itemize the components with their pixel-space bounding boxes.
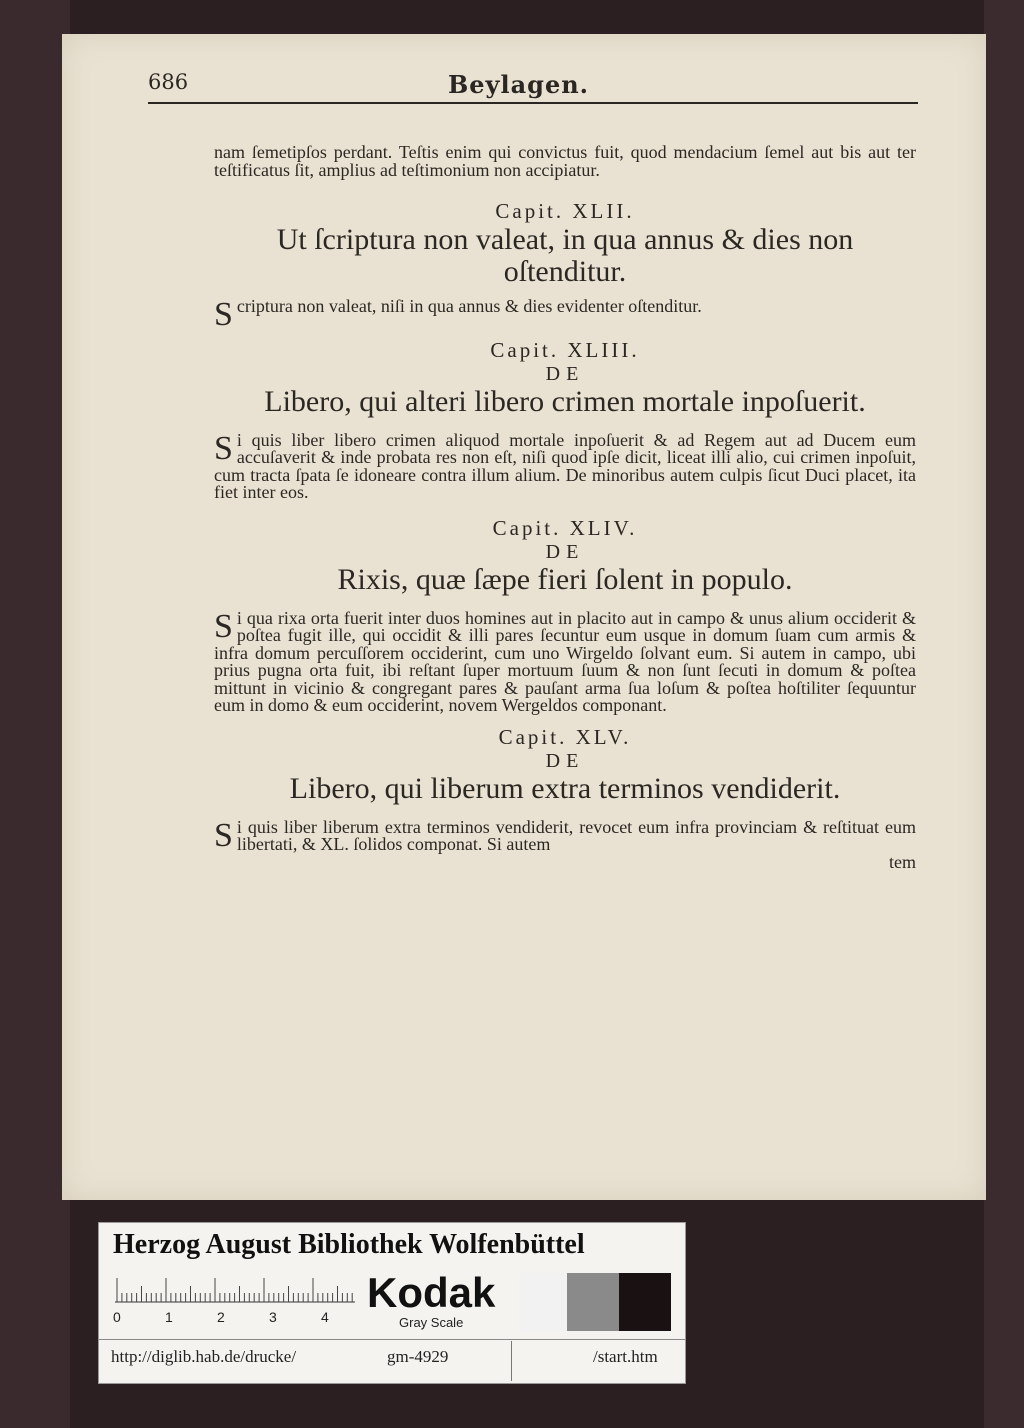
initial-letter: S [214, 607, 233, 645]
strip-divider [99, 1339, 685, 1340]
gray-patch [567, 1273, 619, 1331]
chapter-de-45: DE [545, 749, 585, 772]
chapter-title-42: Ut ſcriptura non valeat, in qua annus & dies non oſtenditur. [276, 223, 854, 288]
chapter-text-44 [214, 607, 916, 715]
page-number: 686 [148, 70, 189, 94]
running-head [148, 64, 908, 106]
chapter-body-43: i quis liber libero crimen aliquod mortale inpoſuerit & ad Regem aut ad Ducem eum accuſaverit & inde probata res non eſt, niſi quod ipſe dicit, liceat illi alio, cui crimen inpoſuit, cum tracta ſpata ſe idoneare contra illum alium. De minoribus autem culpis ſicut Duci placet, ita fiet inter eos. [214, 429, 916, 502]
ruler-number: 2 [217, 1309, 225, 1325]
start-url: /start.htm [593, 1347, 658, 1366]
chapter-text-43 [214, 429, 916, 502]
chapter-de-43: DE [545, 362, 585, 385]
chapter-heading-43: Capit. XLIII. [490, 337, 640, 362]
ruler-number: 0 [113, 1309, 121, 1325]
scan-background-right [984, 0, 1024, 1428]
running-title: Beylagen. [448, 70, 590, 99]
chapter-title-43: Libero, qui alteri libero crimen mortale inpoſuerit. [264, 384, 866, 418]
strip-separator [511, 1341, 512, 1381]
ruler-number: 4 [321, 1309, 329, 1325]
chapter-title-44: Rixis, quæ ſæpe fieri ſolent in populo. [337, 562, 793, 596]
header-rule [148, 102, 918, 104]
chapter-title-45: Libero, qui liberum extra terminos vendiderit. [289, 771, 841, 805]
chapter-heading-42: Capit. XLII. [495, 199, 635, 223]
chapter-text-42 [214, 296, 916, 333]
chapter-heading-44: Capit. XLIV. [492, 515, 638, 540]
chapter-body-44: i qua rixa orta fuerit inter duos homines aut in placito aut in campo & unus alium occiderit & poſtea fugit ille, qui occidit & illi pares ſecuntur eum usque in domum ſuam cum armis & infra domum percuſſorem occiderint, cum uno Wirgeldo ſolvant eum. Si autem in campo, ubi prius pugna orta fuit, ibi reſtant ſuper mortuum ſuum & non ſunt ſecuti in domum & poſtea mittunt in vicinio & congregant pares & pauſant arma ſua loſum & poſtea hoſtiliter ſequuntur eum in domo & eum occiderint, novem Wergeldos componant. [214, 607, 916, 715]
ruler-number: 3 [269, 1309, 277, 1325]
ruler-scale [115, 1273, 355, 1303]
ruler-number: 1 [165, 1309, 173, 1325]
chapter-heading-45: Capit. XLV. [498, 724, 632, 749]
catchword: tem [889, 851, 916, 872]
gray-patch [519, 1273, 567, 1331]
initial-letter: S [214, 296, 233, 333]
color-calibration-strip [98, 1222, 686, 1384]
chapter-body-45: i quis liber liberum extra terminos vendiderit, revocet eum infra provinciam & reſtituat eum libertati, & XL. ſolidos componat. Si autem [236, 816, 916, 854]
chapter-de-44: DE [545, 540, 585, 563]
shelfmark: gm-4929 [387, 1347, 449, 1366]
initial-letter: S [214, 429, 233, 467]
kodak-logo: Kodak [367, 1269, 496, 1316]
institution-name: Herzog August Bibliothek Wolfenbüttel [113, 1229, 585, 1260]
scan-background-left [0, 0, 70, 1428]
chapter-body-42: criptura non valeat, niſi in qua annus & dies evidenter oſtenditur. [236, 296, 702, 316]
chapter-text-45 [214, 816, 916, 854]
page-body [214, 144, 916, 871]
gray-patch [619, 1273, 671, 1331]
initial-letter: S [214, 816, 233, 854]
library-url: http://diglib.hab.de/drucke/ [111, 1347, 297, 1366]
gray-scale-label: Gray Scale [399, 1315, 464, 1330]
paragraph-continuation: nam ſemetipſos perdant. Teſtis enim qui convictus fuit, quod mendacium ſemel aut bis aut ter teſtificatus ſit, amplius ad teſtimonium non accipiatur. [214, 142, 916, 180]
